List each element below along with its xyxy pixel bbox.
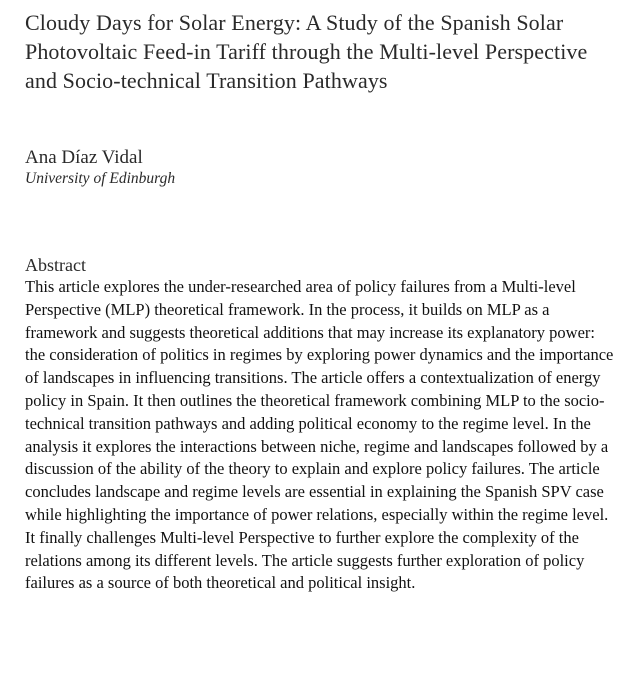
abstract-section [25,255,625,595]
abstract-text: This article explores the under-researched area of policy failures from a Multi-level Perspective (MLP) theoretical framework. In the process, it builds on MLP as a framework and suggests theoretical additions that may increase its explanatory power: the consideration of politics in regimes by exploring power dynamics and the importance of landscapes in influencing transitions. The article offers a contextualization of energy policy in Spain. It then outlines the theoretical framework combining MLP to the socio-technical transition pathways and adding political economy to the regime level. In the analysis it explores the interactions between niche, regime and landscapes followed by a discussion of the ability of the theory to explain and explore policy failures. The article concludes landscape and regime levels are essential in explaining the Spanish SPV case while highlighting the importance of power relations, especially within the regime level. It finally challenges Multi-level Perspective to further explore the complexity of the relations among its different levels. The article suggests further exploration of policy failures as a source of both theoretical and political insight. [25,277,614,593]
author-name: Ana Díaz Vidal [25,147,143,168]
author-block [25,146,625,189]
author-affiliation: University of Edinburgh [25,170,176,187]
paper-page [25,8,625,595]
paper-title: Cloudy Days for Solar Energy: A Study of the Spanish Solar Photovoltaic Feed-in Tariff through the Multi-level Perspective and Socio-technical Transition Pathways [25,10,588,93]
abstract-heading: Abstract [25,255,86,275]
